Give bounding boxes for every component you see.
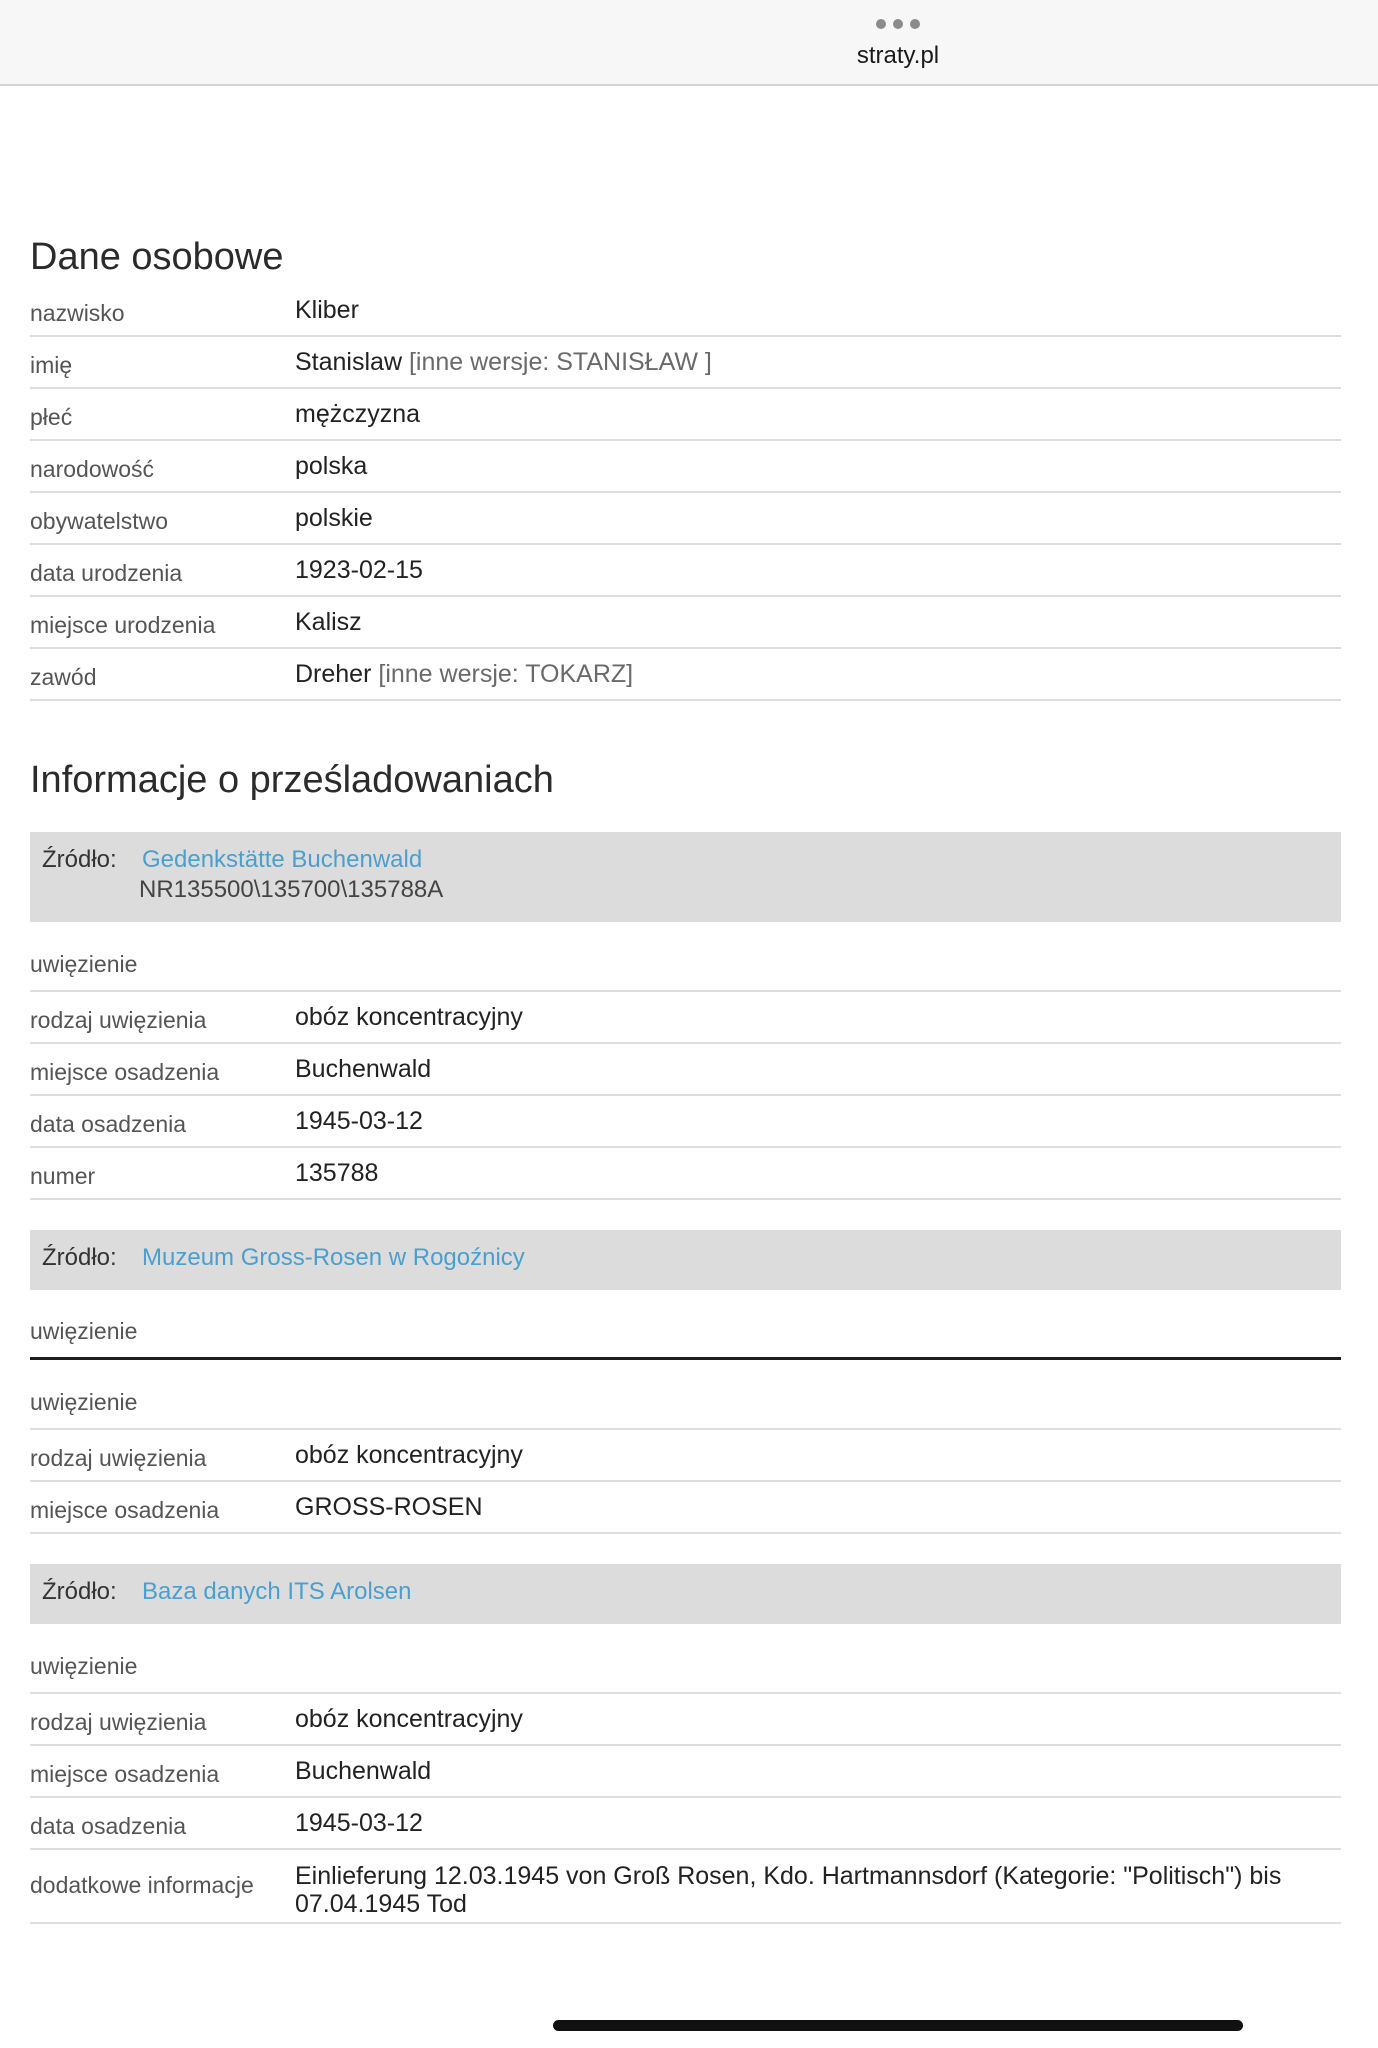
row-label: miejsce osadzenia [30, 1496, 220, 1523]
section-row [30, 922, 1341, 992]
source-link[interactable]: Muzeum Gross-Rosen w Rogoźnicy [142, 1244, 525, 1271]
row-label: rodzaj uwięzienia [30, 1006, 207, 1033]
row-value: obóz koncentracyjny [295, 1704, 523, 1733]
section-label: uwięzienie [30, 1653, 138, 1679]
row-value: GROSS-ROSEN [295, 1492, 483, 1521]
source-label: Źródło: [42, 1244, 117, 1271]
row-value: Stanislaw [inne wersje: STANISŁAW ] [295, 347, 712, 376]
alt-versions: [inne wersje: TOKARZ] [378, 659, 634, 688]
row-label: miejsce osadzenia [30, 1058, 220, 1085]
row-value: 1945-03-12 [295, 1808, 423, 1837]
persecution-heading: Informacje o prześladowaniach [30, 759, 554, 801]
row-value: polska [295, 451, 368, 480]
row-label: dodatkowe informacje [30, 1872, 254, 1898]
table-row [30, 337, 1341, 389]
source-label: Źródło: [42, 846, 117, 873]
source-label: Źródło: [42, 1578, 117, 1605]
record-content [30, 236, 1341, 1924]
personal-data-heading: Dane osobowe [30, 236, 284, 278]
row-value: mężczyzna [295, 399, 421, 428]
personal-data-table [30, 285, 1341, 701]
table-row [30, 1430, 1341, 1482]
section-label: uwięzienie [30, 951, 138, 977]
section-row [30, 1360, 1341, 1430]
table-row [30, 597, 1341, 649]
source-box [30, 1564, 1341, 1624]
source-link[interactable]: Baza danych ITS Arolsen [142, 1578, 412, 1605]
table-row [30, 441, 1341, 493]
row-label: miejsce osadzenia [30, 1760, 220, 1787]
row-value: polskie [295, 503, 373, 532]
source-code: NR135500\135700\135788A [139, 876, 444, 903]
table-row [30, 1096, 1341, 1148]
table-row [30, 649, 1341, 701]
row-label: rodzaj uwięzienia [30, 1708, 207, 1735]
row-value: obóz koncentracyjny [295, 1002, 523, 1031]
table-row [30, 992, 1341, 1044]
row-label: narodowość [30, 455, 155, 482]
section-row [30, 1290, 1341, 1360]
table-row [30, 493, 1341, 545]
row-value: 135788 [295, 1158, 379, 1187]
table-row [30, 1044, 1341, 1096]
row-value: Buchenwald [295, 1756, 432, 1785]
row-value: 1923-02-15 [295, 555, 423, 584]
row-label: miejsce urodzenia [30, 611, 216, 638]
row-label: rodzaj uwięzienia [30, 1444, 207, 1471]
section-label: uwięzienie [30, 1389, 138, 1415]
table-row [30, 1482, 1341, 1534]
table-row [30, 1148, 1341, 1200]
table-row [30, 1746, 1341, 1798]
row-label: data urodzenia [30, 559, 183, 586]
table-row [30, 1798, 1341, 1850]
row-value: Buchenwald [295, 1054, 432, 1083]
section-row [30, 1624, 1341, 1694]
home-indicator[interactable] [553, 2020, 1243, 2031]
row-label: data osadzenia [30, 1110, 187, 1137]
source-box [30, 832, 1341, 922]
source-box [30, 1230, 1341, 1290]
row-label: zawód [30, 663, 97, 690]
url-domain[interactable]: straty.pl [856, 42, 940, 69]
row-label: data osadzenia [30, 1812, 187, 1839]
row-value: obóz koncentracyjny [295, 1440, 523, 1469]
section-label: uwięzienie [30, 1318, 138, 1344]
table-row [30, 1850, 1341, 1924]
source-link[interactable]: Gedenkstätte Buchenwald [142, 846, 423, 873]
browser-top-bar [0, 0, 1378, 86]
row-label: imię [30, 351, 73, 378]
row-value: Kliber [295, 295, 359, 324]
row-label: numer [30, 1162, 96, 1189]
row-value: Einlieferung 12.03.1945 von Groß Rosen, Kdo. Hartmannsdorf (Kategorie: "Politisch") bis 07.04.1945 Tod [295, 1862, 1282, 1918]
table-row [30, 1694, 1341, 1746]
table-row [30, 389, 1341, 441]
more-options-icon[interactable] [876, 18, 920, 30]
row-value: Dreher [inne wersje: TOKARZ] [295, 659, 634, 688]
row-label: obywatelstwo [30, 507, 169, 534]
table-row [30, 285, 1341, 337]
row-label: nazwisko [30, 299, 125, 326]
row-value: Kalisz [295, 607, 362, 636]
table-row [30, 545, 1341, 597]
row-value: 1945-03-12 [295, 1106, 423, 1135]
alt-versions: [inne wersje: STANISŁAW ] [408, 347, 712, 376]
row-label: płeć [30, 403, 73, 430]
